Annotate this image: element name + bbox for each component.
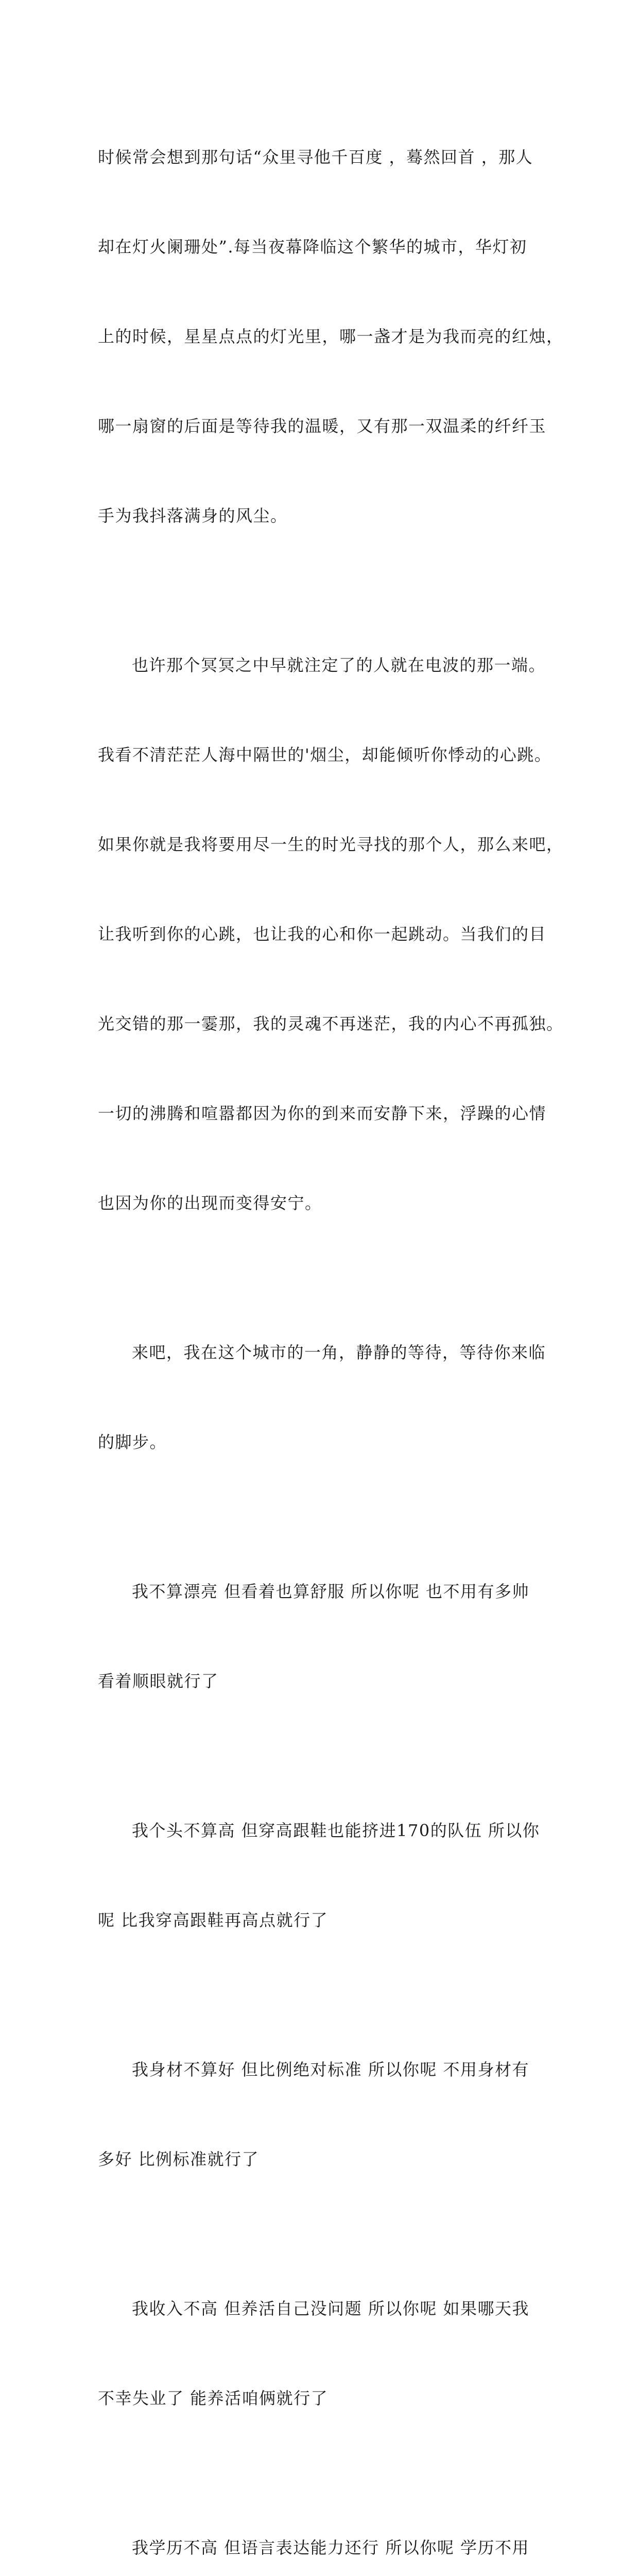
text-line: 如果你就是我将要用尽一生的时光寻找的那个人，那么来吧， bbox=[98, 835, 564, 854]
text-line: 一切的沸腾和喧嚣都因为你的到来而安静下来，浮躁的心情 bbox=[98, 1104, 547, 1123]
paragraph bbox=[98, 1278, 551, 1517]
text-line: 不幸失业了 能养活咱俩就行了 bbox=[98, 2388, 329, 2408]
paragraph bbox=[98, 1756, 551, 1995]
text-line: 我收入不高 但养活自己没问题 所以你呢 如果哪天我 bbox=[132, 2299, 530, 2318]
paragraph bbox=[98, 2234, 551, 2473]
paragraph bbox=[98, 1517, 551, 1756]
paragraph bbox=[98, 1995, 551, 2234]
text-line: 我个头不算高 但穿高跟鞋也能挤进170的队伍 所以你 bbox=[132, 1821, 540, 1840]
text-line: 上的时候，星星点点的灯光里，哪一盏才是为我而亮的红烛， bbox=[98, 327, 564, 346]
text-line: 时候常会想到那句话“众里寻他千百度 ，蓦然回首 ，那人 bbox=[98, 147, 533, 167]
text-line: 呢 比我穿高跟鞋再高点就行了 bbox=[98, 1910, 329, 1930]
paragraph bbox=[98, 82, 564, 590]
paragraph bbox=[98, 2473, 551, 2576]
text-line: 让我听到你的心跳，也让我的心和你一起跳动。当我们的目 bbox=[98, 924, 547, 944]
text-line: 我看不清茫茫人海中隔世的'烟尘，却能倾听你悸动的心跳。 bbox=[98, 745, 552, 765]
text-line: 光交错的那一霎那，我的灵魂不再迷茫，我的内心不再孤独。 bbox=[98, 1014, 564, 1033]
paragraph bbox=[98, 590, 564, 1278]
text-line: 我学历不高 但语言表达能力还行 所以你呢 学历不用 bbox=[132, 2538, 530, 2557]
text-line: 来吧，我在这个城市的一角，静静的等待，等待你来临 bbox=[132, 1343, 546, 1362]
body-text bbox=[98, 82, 564, 2576]
text-line: 看着顺眼就行了 bbox=[98, 1671, 219, 1691]
text-line: 却在灯火阑珊处”.每当夜幕降临这个繁华的城市，华灯初 bbox=[98, 237, 527, 257]
text-line: 手为我抖落满身的风尘。 bbox=[98, 506, 288, 526]
text-line: 也因为你的出现而变得安宁。 bbox=[98, 1193, 322, 1213]
text-line: 我身材不算好 但比例绝对标准 所以你呢 不用身材有 bbox=[132, 2060, 530, 2079]
text-line: 我不算漂亮 但看着也算舒服 所以你呢 也不用有多帅 bbox=[132, 1582, 530, 1601]
text-line: 哪一扇窗的后面是等待我的温暖，又有那一双温柔的纤纤玉 bbox=[98, 416, 547, 436]
text-line: 多好 比例标准就行了 bbox=[98, 2149, 260, 2169]
text-line: 也许那个冥冥之中早就注定了的人就在电波的那一端。 bbox=[132, 655, 546, 675]
text-line: 的脚步。 bbox=[98, 1432, 167, 1452]
